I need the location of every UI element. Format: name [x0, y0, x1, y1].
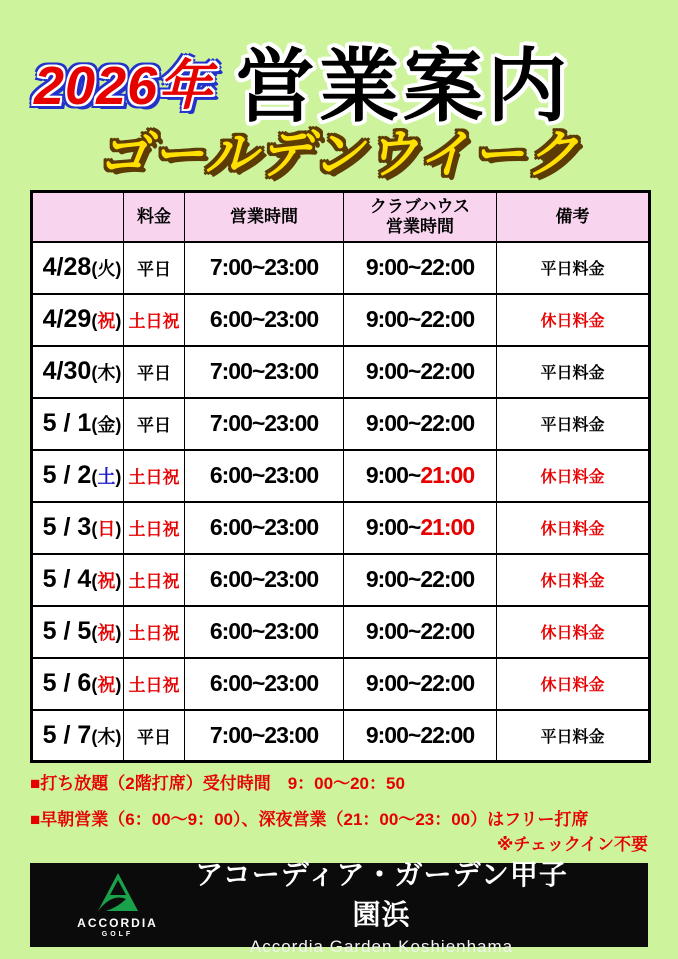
hours-cell: 7:00~23:00 [185, 398, 344, 450]
note-no-checkin: ※チェックイン不要 [496, 834, 648, 854]
weekday-label: 木 [97, 726, 116, 747]
weekday-label: 木 [97, 363, 116, 383]
table-row [32, 294, 650, 346]
clubhouse-hours-cell: 9:00~22:00 [344, 294, 497, 346]
remark-cell: 休日料金 [497, 658, 650, 710]
hours-cell: 7:00~23:00 [185, 710, 344, 762]
weekday-label: 祝 [97, 623, 116, 643]
date-cell: 4/28(火) [32, 242, 124, 294]
hours-cell: 6:00~23:00 [185, 658, 344, 710]
date-cell: 4/30(木) [32, 346, 124, 398]
clubhouse-hours-cell: 9:00~21:00 [344, 502, 497, 554]
date-cell: 5 / 6(祝) [32, 658, 124, 710]
rate-cell: 土日祝 [124, 606, 185, 658]
facility-name [185, 853, 648, 957]
weekday-label: 祝 [97, 675, 116, 695]
weekday-label: 火 [97, 259, 116, 279]
table-row [32, 710, 650, 762]
header-remarks: 備考 [497, 192, 650, 242]
clubhouse-hours-cell: 9:00~22:00 [344, 710, 497, 762]
notes-section [30, 774, 648, 855]
rate-cell: 平日 [124, 346, 185, 398]
clubhouse-hours-cell: 9:00~22:00 [344, 606, 497, 658]
remark-cell: 平日料金 [497, 398, 650, 450]
table-row [32, 398, 650, 450]
weekday-label: 祝 [97, 311, 116, 331]
hours-cell: 6:00~23:00 [185, 554, 344, 606]
footer-bar [30, 859, 648, 956]
date-cell: 5 / 4(祝) [32, 554, 124, 606]
rate-cell: 土日祝 [124, 502, 185, 554]
remark-cell: 休日料金 [497, 554, 650, 606]
rate-cell: 平日 [124, 398, 185, 450]
remark-cell: 平日料金 [497, 346, 650, 398]
clubhouse-hours-cell: 9:00~22:00 [344, 658, 497, 710]
rate-cell: 平日 [124, 710, 185, 762]
clubhouse-hours-cell: 9:00~22:00 [344, 242, 497, 294]
remark-cell: 休日料金 [497, 294, 650, 346]
rate-cell: 平日 [124, 242, 185, 294]
title-subtitle: ゴールデンウイーク [97, 126, 581, 184]
table-row [32, 242, 650, 294]
accordia-triangle-icon [96, 873, 140, 913]
remark-cell: 休日料金 [497, 502, 650, 554]
clubhouse-hours-cell: 9:00~22:00 [344, 398, 497, 450]
table-row [32, 606, 650, 658]
hours-cell: 6:00~23:00 [185, 294, 344, 346]
schedule-table [30, 190, 651, 763]
table-row [32, 346, 650, 398]
hours-cell: 6:00~23:00 [185, 606, 344, 658]
note-unlimited-practice: ■打ち放題（2階打席）受付時間 9：00～20：50 [30, 774, 405, 793]
facility-name-jp: アコーディア・ガーデン甲子園浜 [195, 859, 568, 930]
logo-brand-subtext: GOLF [101, 930, 134, 938]
hours-cell: 6:00~23:00 [185, 502, 344, 554]
table-row [32, 658, 650, 710]
hours-cell: 7:00~23:00 [185, 242, 344, 294]
header-clubhouse-hours: クラブハウス 営業時間 [344, 192, 497, 242]
header-hours: 営業時間 [185, 192, 344, 242]
table-row [32, 554, 650, 606]
header-rate: 料金 [124, 192, 185, 242]
clubhouse-hours-cell: 9:00~21:00 [344, 450, 497, 502]
table-header-row [32, 192, 650, 242]
title-year: 2026年 [34, 56, 214, 116]
weekday-label: 金 [97, 415, 116, 435]
date-cell: 4/29(祝) [32, 294, 124, 346]
rate-cell: 土日祝 [124, 450, 185, 502]
clubhouse-hours-cell: 9:00~22:00 [344, 554, 497, 606]
date-cell: 5 / 2(土) [32, 450, 124, 502]
clubhouse-hours-cell: 9:00~22:00 [344, 346, 497, 398]
rate-cell: 土日祝 [124, 554, 185, 606]
hours-cell: 7:00~23:00 [185, 346, 344, 398]
accordia-golf-logo [50, 873, 185, 938]
table-row [32, 450, 650, 502]
remark-cell: 休日料金 [497, 450, 650, 502]
date-cell: 5 / 1(金) [32, 398, 124, 450]
remark-cell: 平日料金 [497, 242, 650, 294]
logo-brand-text: ACCORDIA [77, 915, 158, 930]
rate-cell: 土日祝 [124, 294, 185, 346]
date-cell: 5 / 5(祝) [32, 606, 124, 658]
weekday-label: 土 [97, 467, 116, 487]
schedule-body [32, 242, 650, 762]
remark-cell: 平日料金 [497, 710, 650, 762]
rate-cell: 土日祝 [124, 658, 185, 710]
remark-cell: 休日料金 [497, 606, 650, 658]
hours-cell: 6:00~23:00 [185, 450, 344, 502]
facility-name-en: Accordia Garden Koshienhama [249, 937, 514, 956]
weekday-label: 日 [97, 519, 116, 539]
date-cell: 5 / 7(木) [32, 710, 124, 762]
weekday-label: 祝 [97, 571, 116, 591]
date-cell: 5 / 3(日) [32, 502, 124, 554]
title-main: 営業案内 [235, 42, 572, 131]
table-row [32, 502, 650, 554]
note-early-late-hours: ■早朝営業（6：00～9：00）、深夜営業（21：00～23：00）はフリー打席 [30, 810, 589, 830]
header-date [32, 192, 124, 242]
